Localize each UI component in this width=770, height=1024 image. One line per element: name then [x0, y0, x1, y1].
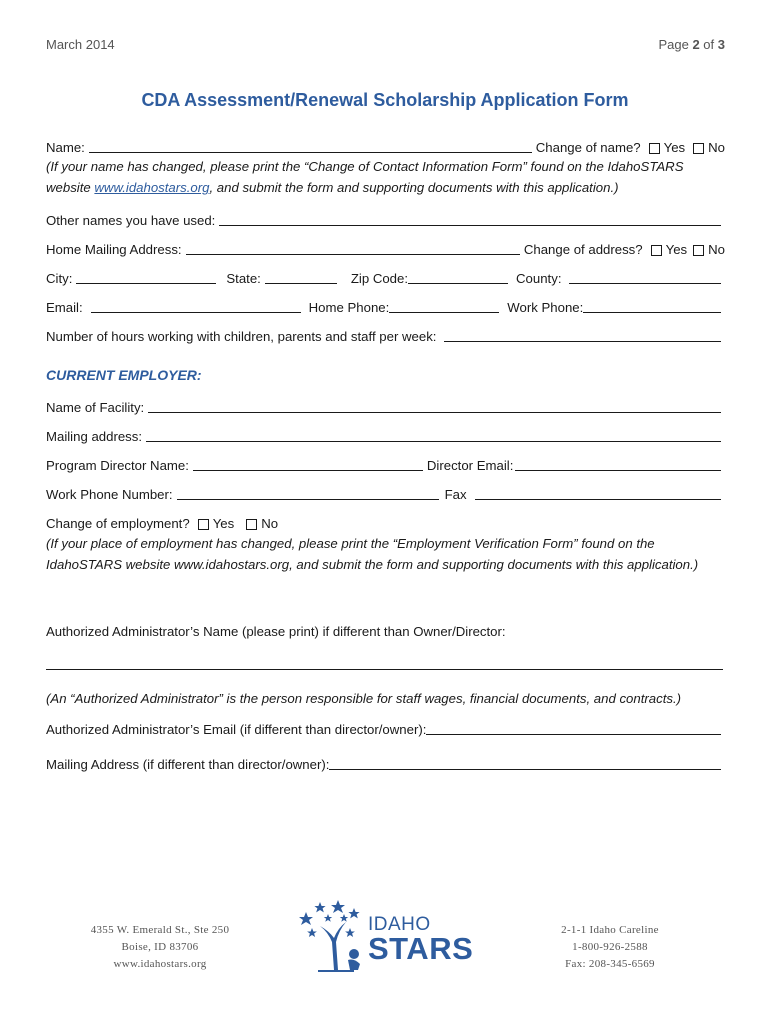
change-address-no-checkbox[interactable]: [693, 245, 704, 256]
employer-work-phone-field[interactable]: [177, 486, 439, 500]
home-phone-field[interactable]: [389, 299, 499, 313]
other-names-label: Other names you have used:: [46, 213, 216, 228]
home-address-label: Home Mailing Address:: [46, 242, 182, 257]
page-title: CDA Assessment/Renewal Scholarship Application Form: [141, 90, 629, 110]
admin-email-label: Authorized Administrator’s Email (if different than director/owner):: [46, 722, 427, 737]
admin-email-row: [46, 717, 725, 737]
footer-address-line: 4355 W. Emerald St., Ste 250: [90, 924, 230, 936]
employer-work-phone-label: Work Phone Number:: [46, 487, 173, 502]
change-name-yes-checkbox[interactable]: [649, 143, 660, 154]
city-label: City:: [46, 271, 73, 286]
mailing-field[interactable]: [146, 428, 721, 442]
idahostars-link[interactable]: www.idahostars.org: [94, 180, 210, 195]
footer-address: [60, 922, 260, 973]
work-phone-field[interactable]: [583, 299, 721, 313]
admin-note: (An “Authorized Administrator” is the person responsible for staff wages, financial documents, and contracts.): [46, 691, 682, 706]
name-note-line-1: (If your name has changed, please print the “Change of Contact Information Form” found on the IdahoSTARS: [46, 159, 684, 174]
change-address-label: Change of address?: [523, 242, 643, 257]
hours-label: Number of hours working with children, parents and staff per week:: [46, 329, 437, 344]
director-name-label: Program Director Name:: [46, 458, 189, 473]
name-field[interactable]: [89, 139, 532, 153]
page-mid: of: [699, 37, 718, 52]
city-field[interactable]: [76, 270, 216, 284]
current-employer-heading: CURRENT EMPLOYER:: [46, 367, 202, 383]
page-number: 2: [692, 37, 700, 52]
home-address-row: [46, 237, 725, 257]
facility-row: [46, 395, 725, 415]
logo-idaho-text: IDAHO: [368, 914, 431, 935]
page-total: 3: [717, 37, 725, 52]
other-names-row: [46, 208, 725, 228]
admin-mailing-label: Mailing Address (if different than director/owner):: [46, 757, 330, 772]
footer-contact: [510, 922, 710, 973]
work-phone-label: Work Phone:: [507, 300, 584, 315]
zip-field[interactable]: [408, 270, 508, 284]
email-label: Email:: [46, 300, 83, 315]
admin-mailing-field[interactable]: [329, 756, 721, 770]
email-field[interactable]: [91, 299, 301, 313]
state-field[interactable]: [265, 270, 337, 284]
idahostars-logo: [298, 898, 473, 973]
change-employment-yes-label: Yes: [212, 516, 235, 531]
change-address-no-label: No: [708, 242, 725, 257]
other-names-field[interactable]: [219, 212, 721, 226]
facility-field[interactable]: [148, 399, 721, 413]
change-name-yes-label: Yes: [663, 140, 686, 155]
change-name-no-checkbox[interactable]: [693, 143, 704, 154]
name-note-prefix: website: [46, 180, 95, 195]
change-address-yes-label: Yes: [665, 242, 688, 257]
logo-stars-text: STARS: [368, 931, 474, 966]
admin-email-field[interactable]: [426, 721, 721, 735]
footer-address-line: Boise, ID 83706: [121, 941, 199, 953]
city-row: [46, 266, 725, 286]
change-name-label: Change of name?: [535, 140, 641, 155]
change-employment-no-checkbox[interactable]: [246, 519, 257, 530]
director-email-field[interactable]: [515, 457, 721, 471]
name-change-note: [46, 156, 726, 198]
change-address-yes-checkbox[interactable]: [651, 245, 662, 256]
employment-change-note: (If your place of employment has changed, please print the “Employment Verification Form” found on the IdahoSTARS website www.idahostars.org, and submit the form and supporting documents with this application.): [46, 536, 699, 572]
hours-row: [46, 324, 725, 344]
footer-address-line: www.idahostars.org: [113, 958, 207, 970]
home-address-field[interactable]: [186, 241, 520, 255]
page-indicator: [658, 37, 725, 52]
fax-label: Fax: [444, 487, 467, 502]
footer-contact-line: Fax: 208-345-6569: [565, 958, 655, 970]
change-employment-row: [46, 511, 725, 531]
change-employment-label: Change of employment?: [46, 516, 190, 531]
director-email-label: Director Email:: [426, 458, 514, 473]
admin-mailing-row: [46, 752, 725, 772]
admin-name-field[interactable]: [46, 669, 723, 670]
name-note-suffix: , and submit the form and supporting documents with this application.): [209, 180, 619, 195]
footer-contact-line: 1-800-926-2588: [572, 941, 648, 953]
mailing-label: Mailing address:: [46, 429, 143, 444]
mailing-row: [46, 424, 725, 444]
fax-field[interactable]: [475, 486, 721, 500]
tree-stars-icon: [298, 898, 368, 973]
change-name-no-label: No: [708, 140, 725, 155]
hours-field[interactable]: [444, 328, 721, 342]
home-phone-label: Home Phone:: [308, 300, 390, 315]
director-name-field[interactable]: [193, 457, 423, 471]
change-employment-no-label: No: [261, 516, 279, 531]
name-note-line-2: [46, 177, 726, 198]
admin-name-row: [46, 619, 725, 639]
county-field[interactable]: [569, 270, 721, 284]
state-label: State:: [226, 271, 261, 286]
admin-name-label: Authorized Administrator’s Name (please print) if different than Owner/Director:: [46, 624, 506, 639]
zip-label: Zip Code:: [350, 271, 409, 286]
facility-label: Name of Facility:: [46, 400, 145, 415]
email-row: [46, 295, 725, 315]
name-label: Name:: [46, 140, 85, 155]
director-row: [46, 453, 725, 473]
header-date: March 2014: [46, 37, 115, 52]
page-prefix: Page: [658, 37, 693, 52]
name-row: [46, 135, 725, 155]
county-label: County:: [516, 271, 562, 286]
work-phone-row: [46, 482, 725, 502]
change-employment-yes-checkbox[interactable]: [198, 519, 209, 530]
footer-contact-line: 2-1-1 Idaho Careline: [561, 924, 659, 936]
